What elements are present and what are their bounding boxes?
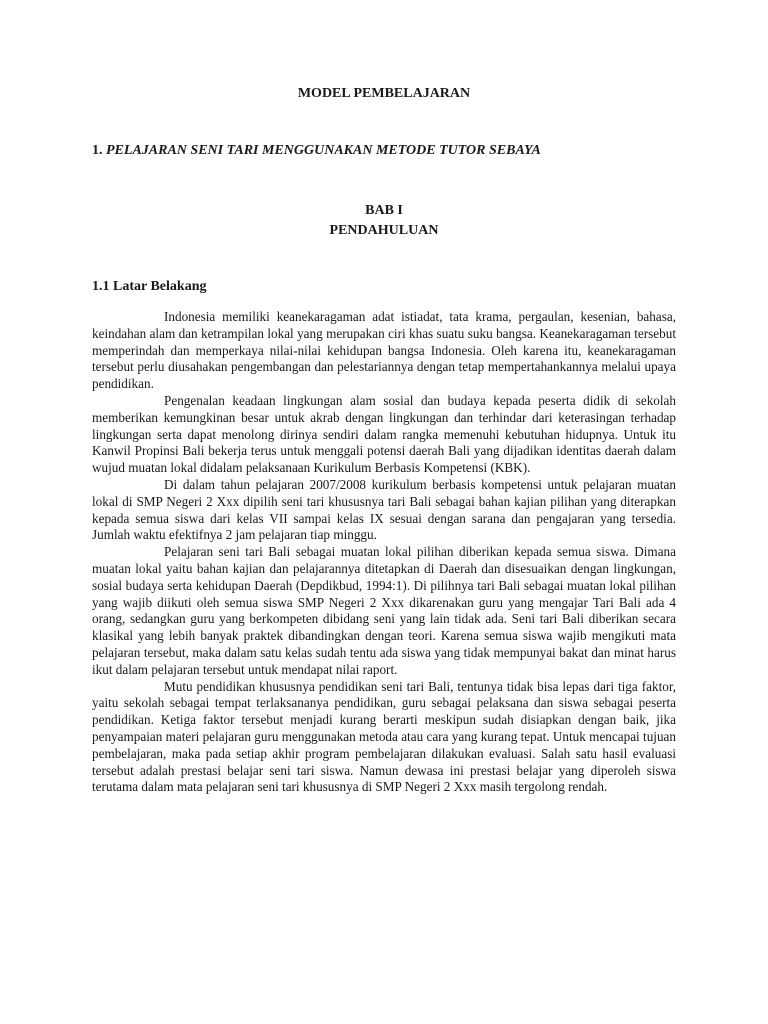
paragraph: Indonesia memiliki keanekaragaman adat istiadat, tata krama, pergaulan, kesenian, bahasa, keindahan alam dan ketrampilan lokal yang merupakan ciri khas suatu suku bangsa. Keanekaragaman tersebut memperindah dan memperkaya nilai-nilai kehidupan bangsa Indonesia. Oleh karena itu, keanekaragaman tersebut perlu diusahakan pengembangan dan pelestariannya dengan tetap mempertahankannya melalui upaya pendidikan. <box>92 309 676 392</box>
body-text <box>92 309 676 796</box>
chapter-label: BAB I <box>365 203 403 218</box>
paragraph: Pelajaran seni tari Bali sebagai muatan lokal pilihan diberikan kepada semua siswa. Dimana muatan lokal yaitu bahan kajian dan pelajarannya ditetapkan di Daerah dan disesuaikan dengan lingkungan, sosial budaya serta kehidupan Daerah (Depdikbud, 1994:1). Di pilihnya tari Bali sebagai muatan lokal pilihan yang wajib diikuti oleh semua siswa SMP Negeri 2 Xxx dikarenakan guru yang mengajar Tari Bali ada 4 orang, sedangkan guru yang berkompeten dibidang seni yang lain tidak ada. Seni tari Bali diberikan secara klasikal yang lebih banyak praktek dibandingkan dengan teori. Karena semua siswa wajib mengikuti mata pelajaran tersebut, maka dalam satu kelas sudah tentu ada siswa yang tidak mempunyai bakat dan minat harus ikut dalam pelajaran tersebut untuk mendapat nilai raport. <box>92 544 676 677</box>
subsection-title: 1.1 Latar Belakang <box>92 279 207 294</box>
paragraph: Mutu pendidikan khususnya pendidikan seni tari Bali, tentunya tidak bisa lepas dari tiga faktor, yaitu sekolah sebagai tempat terlaksananya pendidikan, guru sebagai pelaksana dan siswa sebagai peserta pendidikan. Ketiga faktor tersebut menjadi kurang berarti meskipun sudah disiapkan dengan baik, jika penyampaian materi pelajaran guru menggunakan metoda atau cara yang kurang tepat. Untuk mencapai tujuan pembelajaran, maka pada setiap akhir program pembelajaran dilakukan evaluasi. Salah satu hasil evaluasi tersebut adalah prestasi belajar seni tari siswa. Namun dewasa ini prestasi belajar yang diperoleh siswa terutama dalam mata pelajaran seni tari khususnya di SMP Negeri 2 Xxx masih tergolong rendah. <box>92 678 676 795</box>
section-heading <box>92 141 676 161</box>
document-page <box>92 84 676 796</box>
paragraph: Di dalam tahun pelajaran 2007/2008 kurikulum berbasis kompetensi untuk pelajaran muatan lokal di SMP Negeri 2 Xxx dipilih seni tari khususnya tari Bali sebagai bahan kajian pilihan yang diterapkan kepada semua siswa dari kelas VII sampai kelas IX sesuai dengan sarana dan pengajaran yang tersedia. Jumlah waktu efektifnya 2 jam pelajaran tiap minggu. <box>92 476 676 543</box>
document-title: MODEL PEMBELAJARAN <box>297 86 471 101</box>
chapter-heading <box>92 201 676 241</box>
section-title: PELAJARAN SENI TARI MENGGUNAKAN METODE TUTOR SEBAYA <box>106 143 541 158</box>
section-number: 1. <box>92 143 103 158</box>
chapter-title: PENDAHULUAN <box>329 223 439 238</box>
paragraph: Pengenalan keadaan lingkungan alam sosial dan budaya kepada peserta didik di sekolah memberikan kemungkinan besar untuk akrab dengan lingkungan dan terhindar dari keterasingan terhadap lingkungan serta dapat menolong dirinya sendiri dalam rangka memenuhi kebutuhan hidupnya. Untuk itu Kanwil Propinsi Bali bekerja terus untuk menggali potensi daerah Bali yang dijadikan identitas daerah dalam wujud muatan lokal didalam pelaksanaan Kurikulum Berbasis Kompetensi (KBK). <box>92 392 676 476</box>
